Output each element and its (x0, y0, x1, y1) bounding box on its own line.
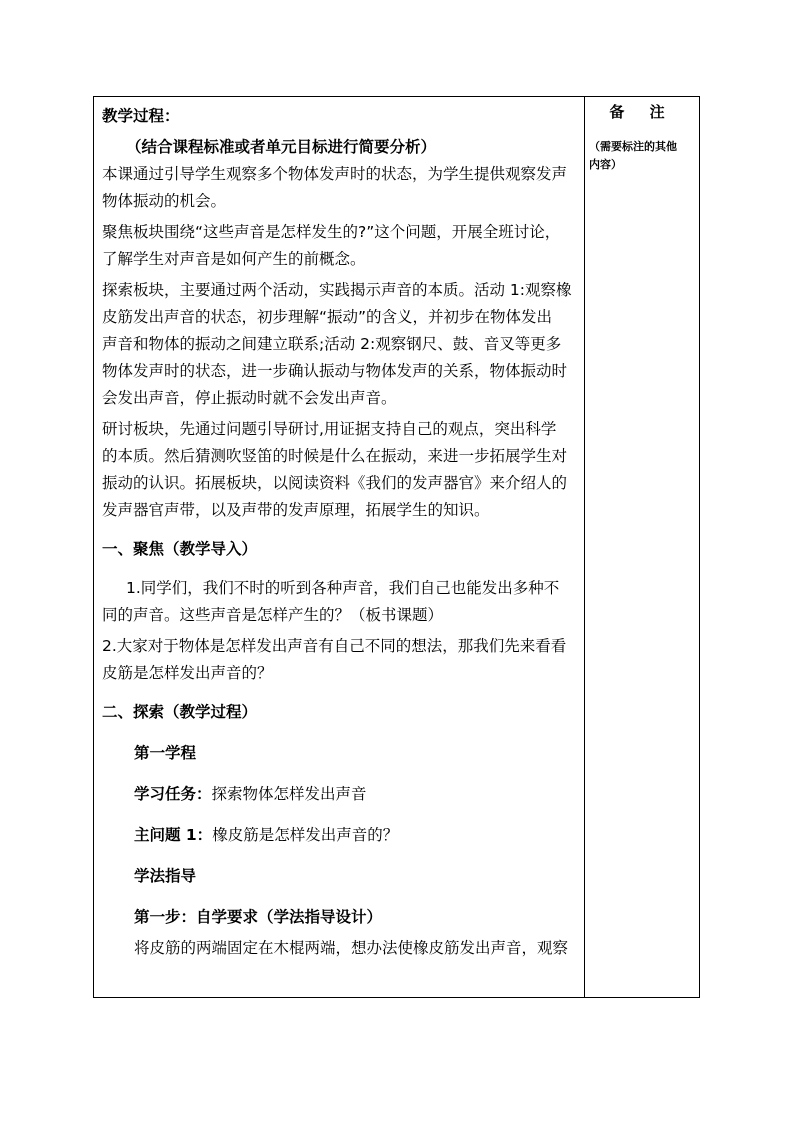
method-heading: 学法指导 (134, 867, 197, 885)
paragraph-line: 2.大家对于物体是怎样发出声音有自己不同的想法，那我们先来看看 (102, 637, 567, 655)
remarks-note-line: （需要标注的其他 (589, 140, 677, 153)
paragraph-line: 将皮筋的两端固定在木棍两端，想办法使橡皮筋发出声音，观察 (134, 939, 569, 957)
paragraph-line: 本课通过引导学生观察多个物体发声时的状态，为学生提供观察发声 (102, 165, 568, 183)
question-line (102, 822, 576, 849)
section-title: 教学过程： (102, 107, 180, 125)
stage-heading: 第一学程 (134, 744, 197, 762)
remarks-column (585, 97, 699, 997)
section-heading-focus: 一、聚焦（教学导入） (102, 540, 258, 558)
remarks-title: 备 注 (609, 103, 675, 121)
question-text: 橡皮筋是怎样发出声音的？ (212, 826, 399, 844)
question-label: 主问题 1： (134, 826, 213, 844)
paragraph-line: 皮筋是怎样发出声音的？ (102, 664, 273, 682)
paragraph-line: 会发出声音，停止振动时就不会发出声音。 (102, 389, 397, 407)
paragraph-line: 同的声音。这些声音是怎样产生的？（板书课题） (102, 606, 444, 624)
paragraph-line: 探索板块，主要通过两个活动，实践揭示声音的本质。活动 1:观察橡 (102, 281, 572, 299)
section-heading-explore: 二、探索（教学过程） (102, 703, 258, 721)
paragraph-line: 皮筋发出声音的状态，初步理解“振动”的含义，并初步在物体发出 (102, 308, 553, 326)
step-heading: 第一步：自学要求（学法指导设计） (134, 908, 383, 926)
paragraph-line: 物体发声时的状态，进一步确认振动与物体发声的关系，物体振动时 (102, 362, 568, 380)
paragraph-line: 发声器官声带，以及声带的发声原理，拓展学生的知识。 (102, 501, 490, 519)
paragraph-line: 研讨板块，先通过问题引导研讨,用证据支持自己的观点，突出科学 (102, 420, 557, 438)
remarks-note-line: 内容） (589, 158, 622, 171)
teaching-process-column (94, 97, 585, 997)
paragraph-line: 了解学生对声音是如何产生的前概念。 (102, 250, 366, 268)
paragraph-line: 物体振动的机会。 (102, 192, 227, 210)
paragraph-line: 的本质。然后猜测吹竖笛的时候是什么在振动，来进一步拓展学生对 (102, 447, 568, 465)
paragraph-line: 声音和物体的振动之间建立联系;活动 2:观察钢尺、鼓、音叉等更多 (102, 335, 562, 353)
paragraph-line: 聚焦板块围绕“这些声音是怎样发生的?”这个问题，开展全班讨论， (102, 223, 561, 241)
paragraph-line: 1.同学们，我们不时的听到各种声音，我们自己也能发出多种不 (126, 579, 560, 597)
section-subtitle: （结合课程标准或者单元目标进行简要分析） (126, 138, 437, 156)
lesson-plan-table (93, 96, 700, 998)
task-text: 探索物体怎样发出声音 (211, 785, 367, 803)
task-label: 学习任务： (134, 785, 212, 803)
remarks-note (589, 138, 695, 174)
paragraph-line: 振动的认识。拓展板块，以阅读资料《我们的发声器官》来介绍人的 (102, 474, 568, 492)
task-line (102, 781, 576, 808)
